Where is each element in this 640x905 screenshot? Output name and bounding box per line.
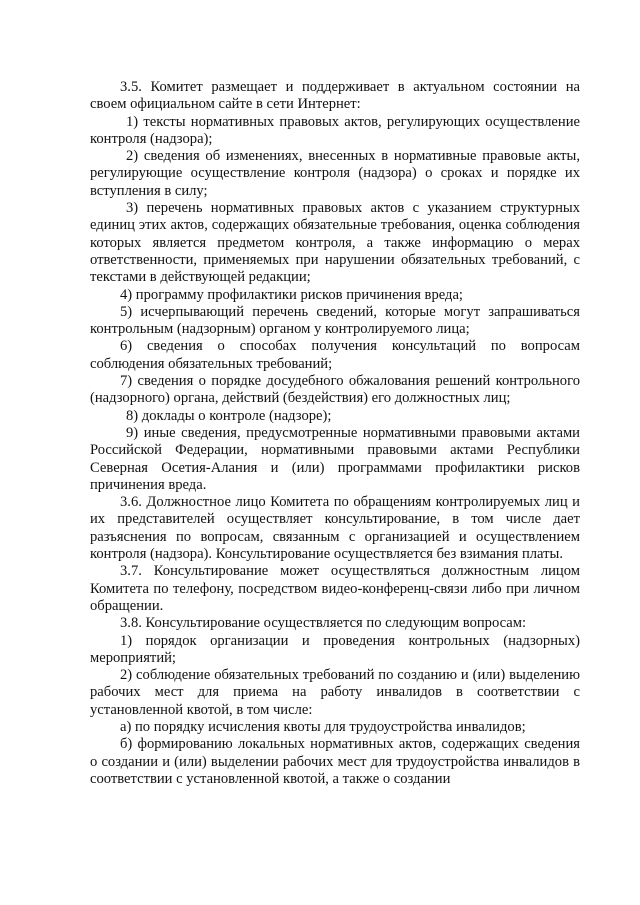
document-body	[90, 79, 580, 788]
paragraph-3-6: 3.6. Должностное лицо Комитета по обращениям контролируемых лиц и их представителей осуществляет консультирование, в том числе дает разъяснения по вопросам, связанным с организацией и осуществлением контроля (надзора). Консультирование осуществляется без взимания платы.	[90, 494, 580, 563]
list-item-3-8-2-b: б) формированию локальных нормативных актов, содержащих сведения о создании и (или) выделении рабочих мест для трудоустройства инвалидов в соответствии с установленной квотой, а также о создании	[90, 736, 580, 787]
list-item-3-5-9: 9) иные сведения, предусмотренные нормативными правовыми актами Российской Федерации, нормативными правовыми актами Республики Северная Осетия-Алания и (или) программами профилактики рисков причинения вреда.	[90, 424, 580, 493]
list-item-3-5-5: 5) исчерпывающий перечень сведений, которые могут запрашиваться контрольным (надзорным) органом у контролируемого лица;	[90, 303, 580, 338]
list-item-3-5-2: 2) сведения об изменениях, внесенных в нормативные правовые акты, регулирующие осуществление контроля (надзора) о сроках и порядке их вступления в силу;	[90, 148, 580, 199]
list-item-3-5-6: 6) сведения о способах получения консультаций по вопросам соблюдения обязательных требований;	[90, 338, 580, 372]
list-item-3-5-8: 8) доклады о контроле (надзоре);	[126, 407, 332, 424]
paragraph-3-5: 3.5. Комитет размещает и поддерживает в актуальном состоянии на своем официальном сайте в сети Интернет:	[90, 79, 580, 113]
list-item-3-8-2-a: а) по порядку исчисления квоты для трудоустройства инвалидов;	[120, 718, 526, 735]
list-item-3-5-3: 3) перечень нормативных правовых актов с указанием структурных единиц этих актов, содержащих обязательные требования, оценка соблюдения которых является предметом контроля, а также информацию о мерах ответственности, применяемых при нарушении обязательных требований, с текстами в действующей редакции;	[90, 200, 580, 286]
list-item-3-5-7: 7) сведения о порядке досудебного обжалования решений контрольного (надзорного) органа, действий (бездействия) его должностных лиц;	[90, 373, 580, 407]
list-item-3-5-4: 4) программу профилактики рисков причинения вреда;	[120, 286, 463, 303]
paragraph-3-7: 3.7. Консультирование может осуществляться должностным лицом Комитета по телефону, посредством видео-конференц-связи либо при личном обращении.	[90, 563, 580, 614]
list-item-3-8-1: 1) порядок организации и проведения контрольных (надзорных) мероприятий;	[90, 632, 580, 666]
list-item-3-8-2: 2) соблюдение обязательных требований по созданию и (или) выделению рабочих мест для приема на работу инвалидов в соответствии с установленной квотой, в том числе:	[90, 667, 580, 718]
paragraph-3-8: 3.8. Консультирование осуществляется по следующим вопросам:	[120, 615, 527, 632]
list-item-3-5-1: 1) тексты нормативных правовых актов, регулирующих осуществление контроля (надзора);	[90, 113, 580, 147]
